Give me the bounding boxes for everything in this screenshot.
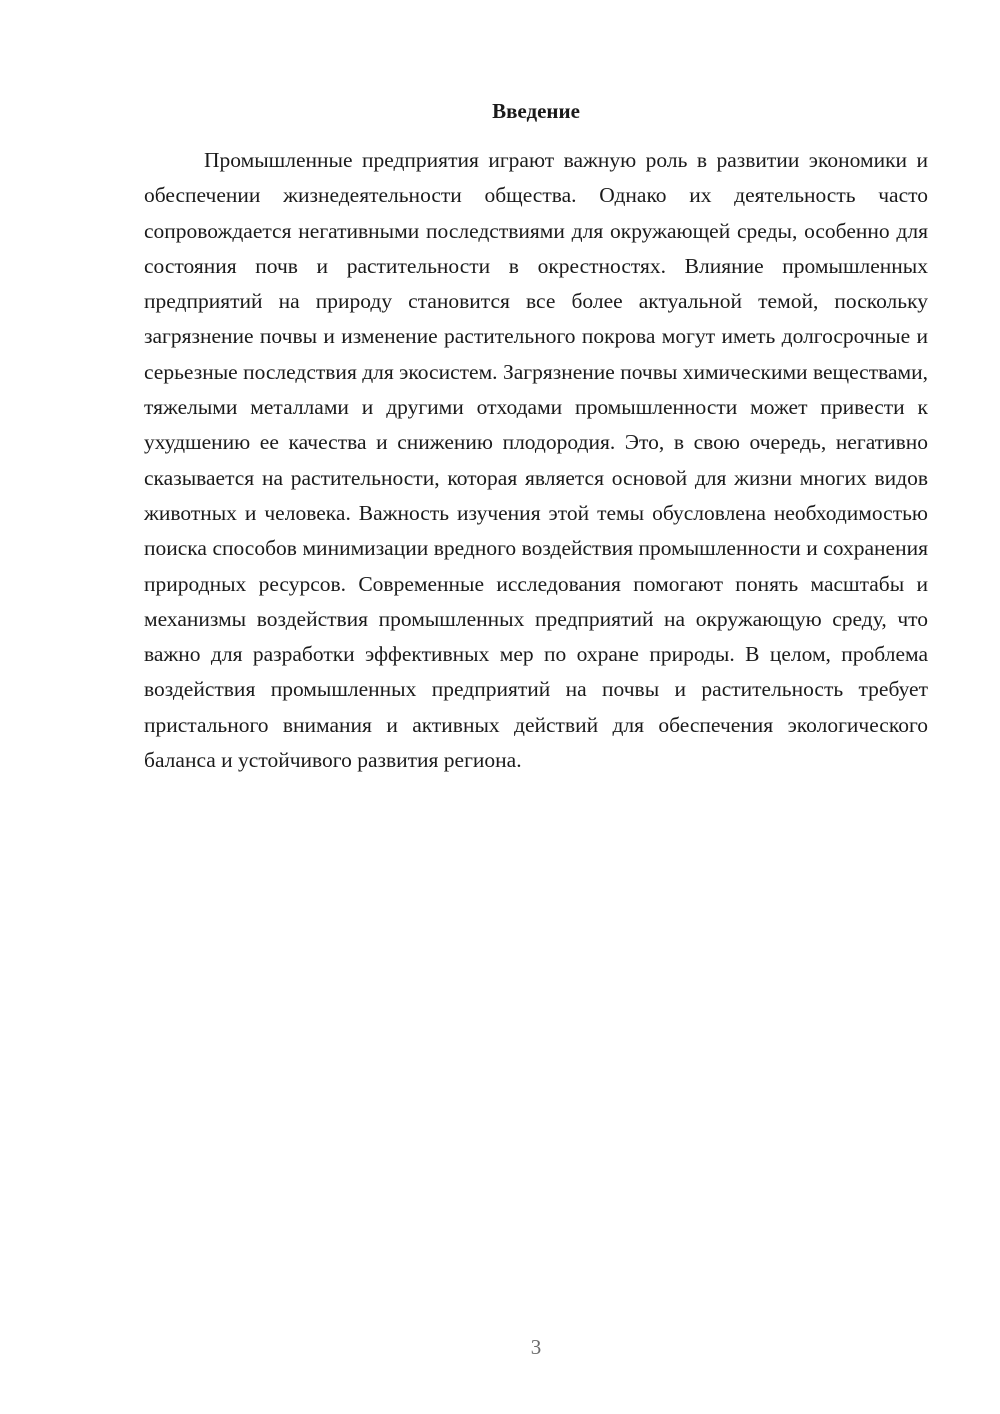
page-number: 3 [530,1335,542,1359]
section-heading: Введение [492,99,580,123]
body-paragraph: Промышленные предприятия играют важную роль в развитии экономики и обеспечении жизнедеятельности общества. Однако их деятельность часто сопровождается негативными последствиями для окружающей среды, особенно для состояния почв и растительности в окрестностях. Влияние промышленных предприятий на природу становится все более актуальной темой, поскольку загрязнение почвы и изменение растительного покрова могут иметь долгосрочные и серьезные последствия для экосистем. Загрязнение почвы химическими веществами, тяжелыми металлами и другими отходами промышленности может привести к ухудшению ее качества и снижению плодородия. Это, в свою очередь, негативно сказывается на растительности, которая является основой для жизни многих видов животных и человека. Важность изучения этой темы обусловлена необходимостью поиска способов минимизации вредного воздействия промышленности и сохранения природных ресурсов. Современные исследования помогают понять масштабы и механизмы воздействия промышленных предприятий на окружающую среду, что важно для разработки эффективных мер по охране природы. В целом, проблема воздействия промышленных предприятий на почвы и растительность требует пристального внимания и активных действий для обеспечения экологического баланса и устойчивого развития региона. [144,148,928,773]
